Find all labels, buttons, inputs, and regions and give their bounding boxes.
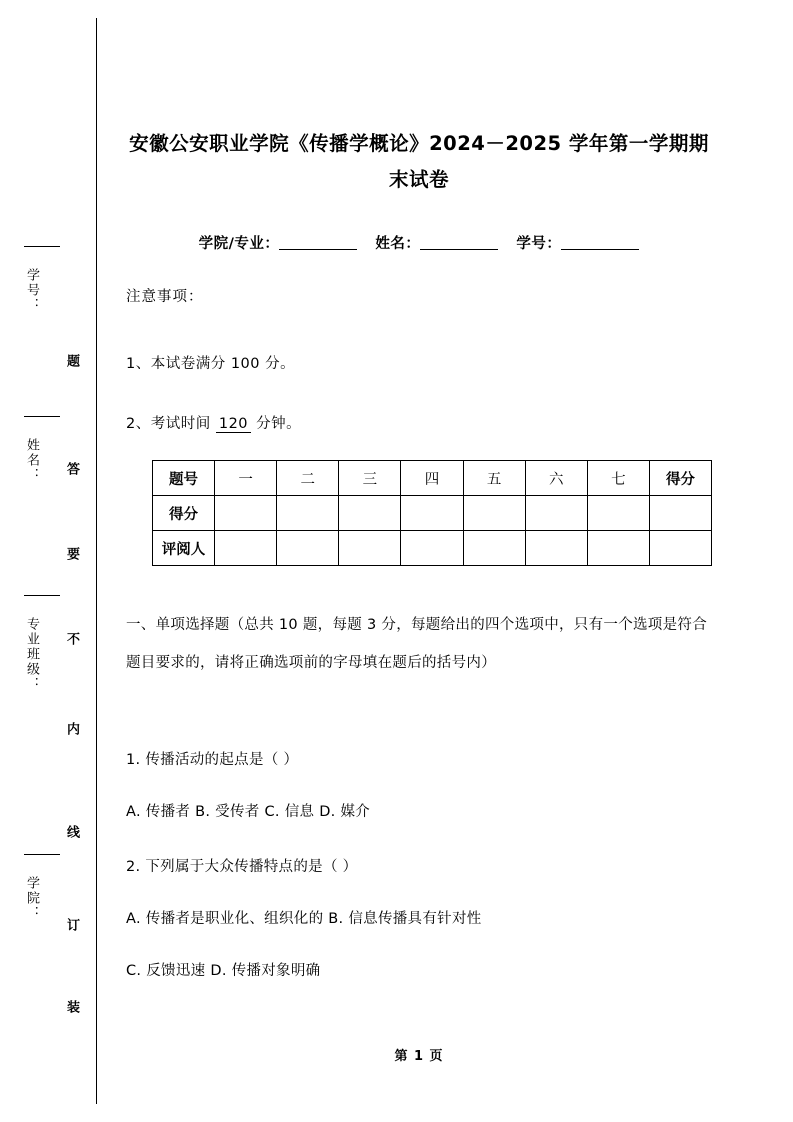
question-1-stem: 1. 传播活动的起点是（ ） (126, 752, 299, 768)
notice-item-2 (126, 412, 301, 433)
score-cell-2-5[interactable] (525, 531, 587, 566)
score-cell-1-4[interactable] (463, 496, 525, 531)
seal-char-6: 订 (64, 918, 79, 933)
table-row (153, 496, 712, 531)
seal-rule-3 (24, 595, 60, 596)
input-student-id[interactable] (561, 249, 639, 250)
score-cell-2-0[interactable] (215, 531, 277, 566)
score-table-col-5: 六 (525, 461, 587, 496)
score-table-col-3: 四 (401, 461, 463, 496)
seal-char-5: 线 (64, 825, 79, 840)
seal-rule-4 (24, 854, 60, 855)
seal-char-1: 答 (64, 462, 79, 477)
seal-column (0, 0, 96, 1122)
margin-rule (96, 18, 97, 1104)
exam-duration-value: 120 (216, 416, 251, 433)
label-student-id: 学号： (516, 236, 562, 252)
student-info-line (126, 232, 712, 253)
score-cell-1-3[interactable] (401, 496, 463, 531)
input-college-major[interactable] (279, 249, 357, 250)
seal-label-student-id: 学号： (24, 268, 39, 313)
score-table-row-label-0: 题号 (153, 461, 215, 496)
seal-char-0: 题 (64, 354, 79, 369)
label-college-major: 学院/专业： (198, 236, 280, 252)
score-cell-2-1[interactable] (277, 531, 339, 566)
table-row (153, 461, 712, 496)
score-cell-1-7[interactable] (649, 496, 711, 531)
notice-heading: 注意事项： (126, 289, 204, 305)
score-cell-2-3[interactable] (401, 531, 463, 566)
notice-item-1: 1、本试卷满分 100 分。 (126, 356, 296, 372)
score-table-row-label-2: 评阅人 (153, 531, 215, 566)
score-cell-1-0[interactable] (215, 496, 277, 531)
score-table-col-7: 得分 (649, 461, 711, 496)
question-2-options-line-1: A. 传播者是职业化、组织化的 B. 信息传播具有针对性 (126, 911, 482, 927)
score-table-row-label-1: 得分 (153, 496, 215, 531)
table-row (153, 531, 712, 566)
score-cell-2-4[interactable] (463, 531, 525, 566)
score-cell-2-6[interactable] (587, 531, 649, 566)
seal-char-4: 内 (64, 722, 79, 737)
score-cell-2-2[interactable] (339, 531, 401, 566)
seal-char-7: 装 (64, 1000, 79, 1015)
score-cell-2-7[interactable] (649, 531, 711, 566)
section-1-heading: 一、单项选择题（总共 10 题，每题 3 分，每题给出的四个选项中，只有一个选项是符合题目要求的，请将正确选项前的字母填在题后的括号内） (126, 617, 708, 671)
score-table-col-0: 一 (215, 461, 277, 496)
score-cell-1-2[interactable] (339, 496, 401, 531)
seal-label-college: 学院： (24, 876, 39, 921)
score-cell-1-6[interactable] (587, 496, 649, 531)
question-2-options-line-2: C. 反馈迅速 D. 传播对象明确 (126, 963, 321, 979)
question-2-stem: 2. 下列属于大众传播特点的是（ ） (126, 859, 358, 875)
input-name[interactable] (420, 249, 498, 250)
seal-label-class: 专业班级： (24, 617, 39, 692)
score-table-col-6: 七 (587, 461, 649, 496)
label-name: 姓名： (375, 236, 421, 252)
score-table-col-4: 五 (463, 461, 525, 496)
page-title: 安徽公安职业学院《传播学概论》2024－2025 学年第一学期期末试卷 (129, 132, 709, 191)
seal-rule-2 (24, 416, 60, 417)
score-cell-1-5[interactable] (525, 496, 587, 531)
exam-paper-content (126, 0, 712, 1122)
score-table (152, 460, 712, 566)
score-table-col-2: 三 (339, 461, 401, 496)
seal-char-2: 要 (64, 547, 79, 562)
seal-char-3: 不 (64, 632, 79, 647)
seal-label-name: 姓名： (24, 438, 39, 483)
page-footer: 第 1 页 (394, 1049, 444, 1064)
notice-2-suffix: 分钟。 (256, 416, 302, 432)
notice-2-prefix: 2、考试时间 (126, 416, 211, 432)
score-cell-1-1[interactable] (277, 496, 339, 531)
question-1-options: A. 传播者 B. 受传者 C. 信息 D. 媒介 (126, 804, 371, 820)
seal-rule-1 (24, 246, 60, 247)
score-table-col-1: 二 (277, 461, 339, 496)
